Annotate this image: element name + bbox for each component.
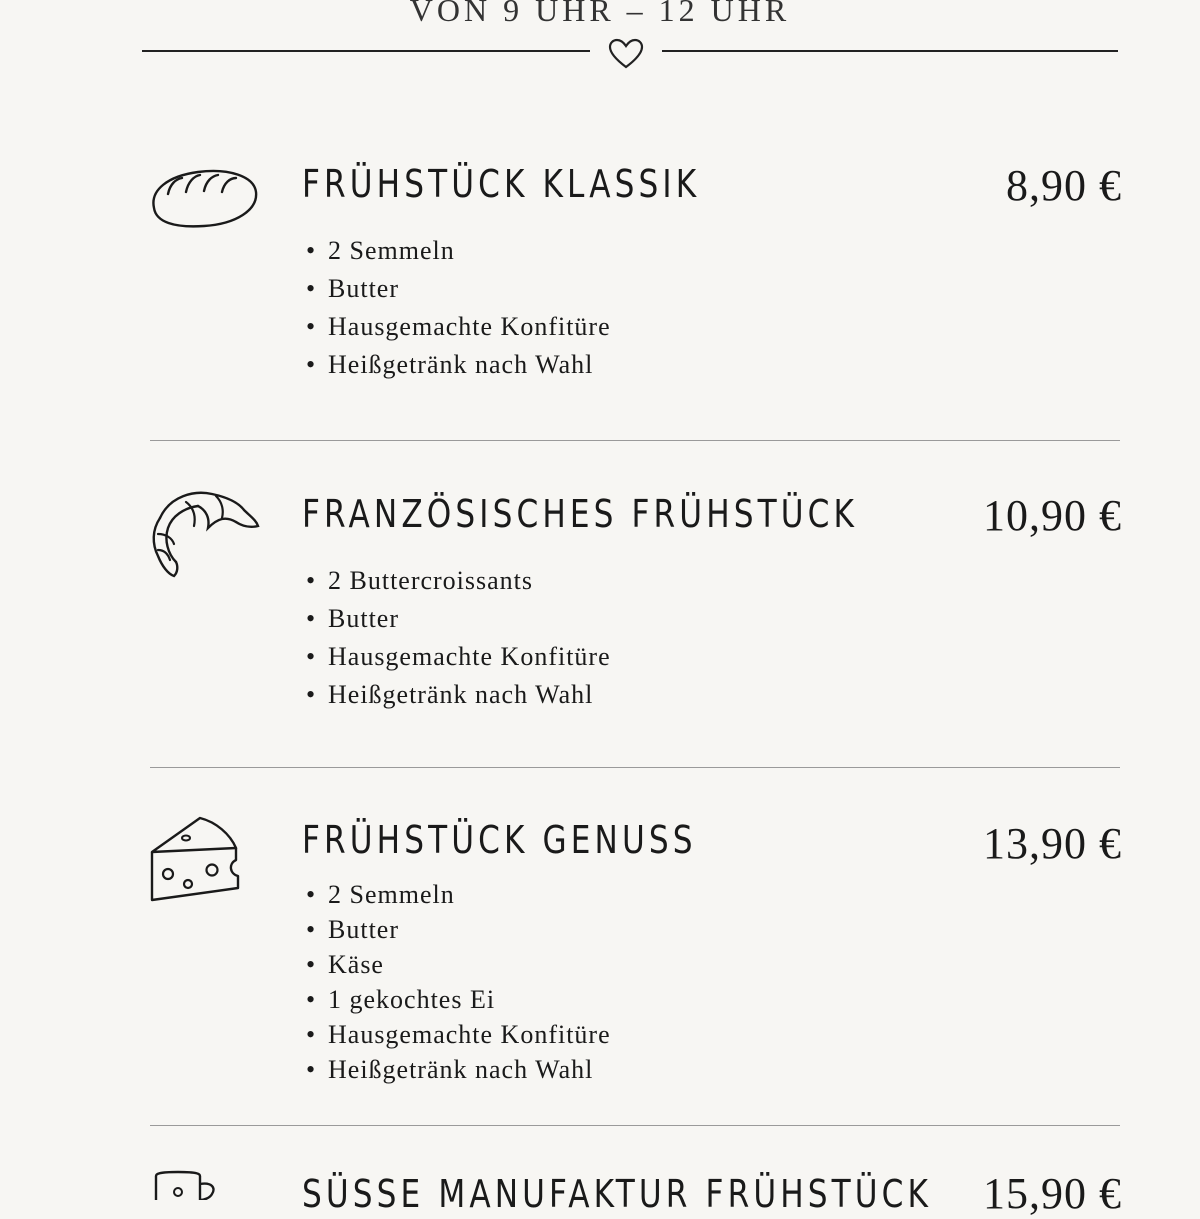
menu-item-title: FRÜHSTÜCK KLASSIK: [302, 162, 701, 206]
menu-item-list: [306, 236, 611, 388]
menu-item-price: 10,90 €: [983, 491, 1122, 540]
list-item: • Heißgetränk nach Wahl: [306, 680, 594, 709]
menu-item-title: FRÜHSTÜCK GENUSS: [302, 818, 697, 862]
menu-item-title: FRANZÖSISCHES FRÜHSTÜCK: [302, 492, 859, 536]
list-item: • 2 Semmeln: [306, 236, 455, 265]
cheese-icon: [146, 814, 244, 904]
section-divider: [150, 767, 1120, 768]
list-item: • Butter: [306, 915, 399, 944]
list-item: • 2 Buttercroissants: [306, 566, 534, 595]
list-item: • Hausgemachte Konfitüre: [306, 1020, 611, 1049]
menu-item-title: SÜSSE MANUFAKTUR FRÜHSTÜCK: [302, 1172, 933, 1216]
menu-item-list: [306, 880, 611, 1090]
list-item: • Heißgetränk nach Wahl: [306, 350, 594, 379]
list-item: • Hausgemachte Konfitüre: [306, 312, 611, 341]
menu-item-price: 15,90 €: [983, 1169, 1122, 1218]
list-item: • Hausgemachte Konfitüre: [306, 642, 611, 671]
cup-icon: [152, 1170, 218, 1200]
bread-icon: [146, 164, 260, 230]
list-item: • Heißgetränk nach Wahl: [306, 1055, 594, 1084]
header-divider: [142, 34, 1118, 74]
section-divider: [150, 1125, 1120, 1126]
menu-item-price: 8,90 €: [1006, 161, 1122, 210]
menu-item-list: [306, 566, 611, 718]
list-item: • Butter: [306, 274, 399, 303]
list-item: • Butter: [306, 604, 399, 633]
heart-icon: [608, 38, 644, 70]
list-item: • 1 gekochtes Ei: [306, 985, 496, 1014]
croissant-icon: [146, 488, 262, 580]
divider-line-right: [662, 50, 1118, 52]
list-item: • 2 Semmeln: [306, 880, 455, 909]
menu-item-price: 13,90 €: [983, 819, 1122, 868]
section-divider: [150, 440, 1120, 441]
list-item: • Käse: [306, 950, 384, 979]
divider-line-left: [142, 50, 590, 52]
opening-hours: VON 9 UHR – 12 UHR: [409, 0, 791, 28]
